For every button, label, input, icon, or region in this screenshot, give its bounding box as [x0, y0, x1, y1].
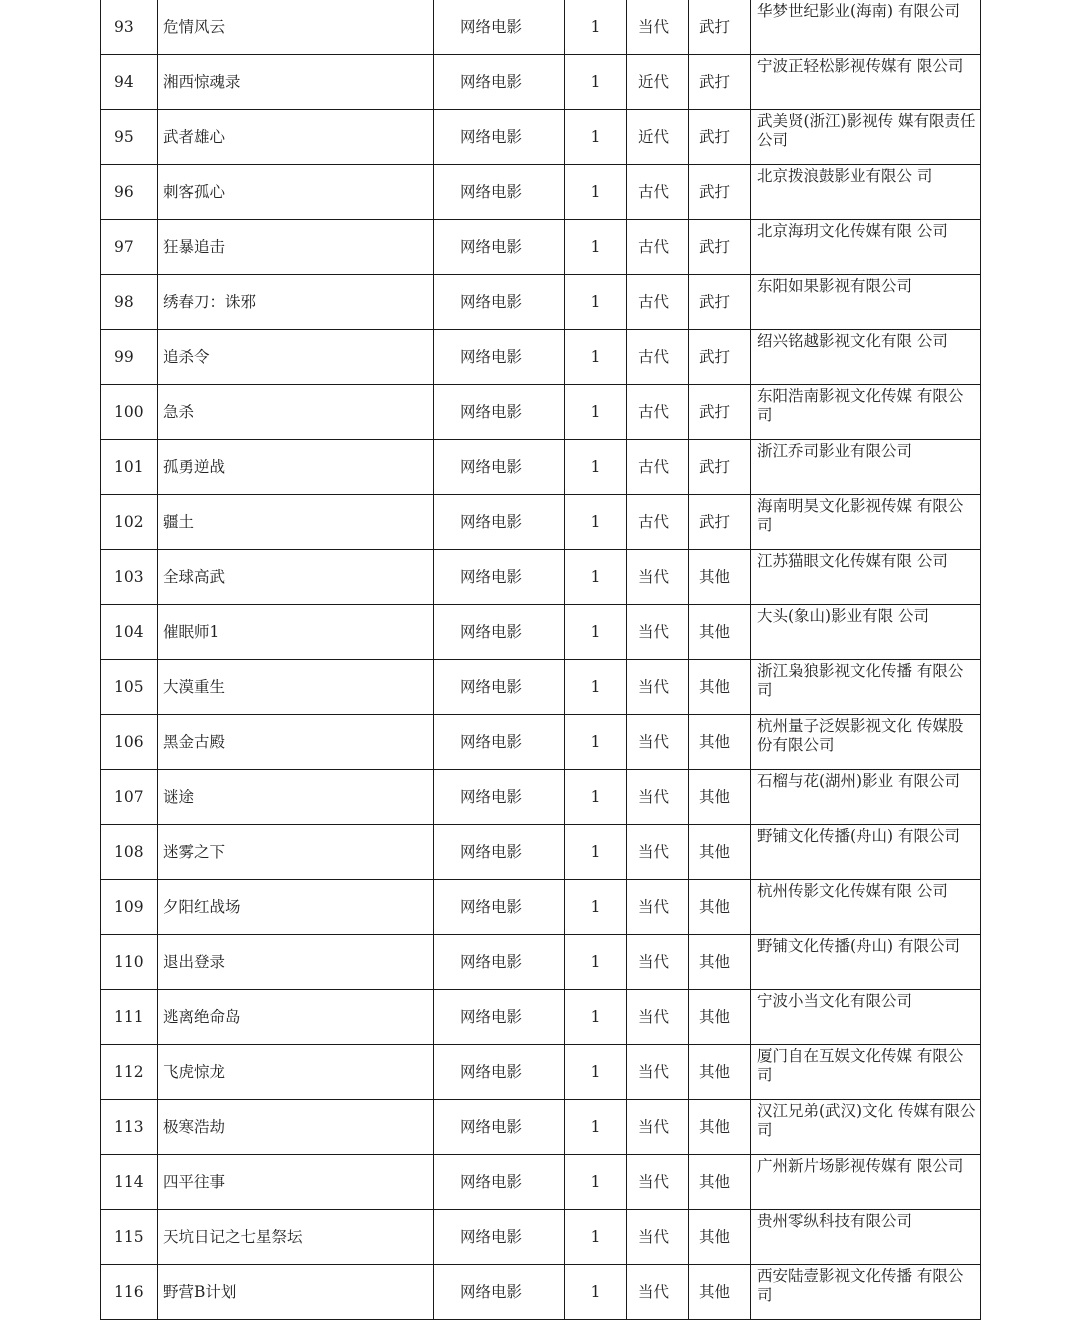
cell-type: 网络电影 — [434, 1265, 565, 1320]
cell-type: 网络电影 — [434, 715, 565, 770]
cell-company: 武美贤(浙江)影视传 媒有限责任公司 — [751, 110, 981, 165]
cell-company: 浙江枭狼影视文化传播 有限公司 — [751, 660, 981, 715]
cell-count: 1 — [565, 330, 627, 385]
table-row — [101, 990, 981, 1045]
cell-era: 古代 — [627, 385, 689, 440]
cell-number: 111 — [101, 990, 158, 1045]
cell-era: 当代 — [627, 0, 689, 55]
cell-company: 浙江乔司影业有限公司 — [751, 440, 981, 495]
cell-era: 古代 — [627, 220, 689, 275]
cell-number: 98 — [101, 275, 158, 330]
cell-genre: 其他 — [689, 770, 751, 825]
cell-title: 刺客孤心 — [158, 165, 434, 220]
cell-company: 北京海玥文化传媒有限 公司 — [751, 220, 981, 275]
cell-era: 当代 — [627, 660, 689, 715]
cell-title: 催眠师1 — [158, 605, 434, 660]
cell-era: 当代 — [627, 880, 689, 935]
cell-company: 杭州量子泛娱影视文化 传媒股份有限公司 — [751, 715, 981, 770]
cell-number: 93 — [101, 0, 158, 55]
cell-count: 1 — [565, 605, 627, 660]
cell-type: 网络电影 — [434, 1100, 565, 1155]
cell-type: 网络电影 — [434, 1210, 565, 1265]
cell-era: 当代 — [627, 605, 689, 660]
cell-number: 115 — [101, 1210, 158, 1265]
cell-type: 网络电影 — [434, 880, 565, 935]
cell-type: 网络电影 — [434, 1155, 565, 1210]
cell-count: 1 — [565, 990, 627, 1045]
cell-company: 东阳如果影视有限公司 — [751, 275, 981, 330]
cell-count: 1 — [565, 55, 627, 110]
cell-title: 野营B计划 — [158, 1265, 434, 1320]
cell-company: 大头(象山)影业有限 公司 — [751, 605, 981, 660]
cell-count: 1 — [565, 495, 627, 550]
cell-type: 网络电影 — [434, 55, 565, 110]
cell-company: 宁波小当文化有限公司 — [751, 990, 981, 1045]
cell-type: 网络电影 — [434, 825, 565, 880]
cell-genre: 武打 — [689, 110, 751, 165]
cell-era: 近代 — [627, 55, 689, 110]
cell-count: 1 — [565, 0, 627, 55]
cell-count: 1 — [565, 1100, 627, 1155]
cell-number: 116 — [101, 1265, 158, 1320]
cell-company: 西安陆壹影视文化传播 有限公司 — [751, 1265, 981, 1320]
table-row — [101, 110, 981, 165]
cell-company: 海南明昊文化影视传媒 有限公司 — [751, 495, 981, 550]
table-row — [101, 1045, 981, 1100]
cell-era: 当代 — [627, 935, 689, 990]
cell-title: 追杀令 — [158, 330, 434, 385]
cell-genre: 其他 — [689, 1265, 751, 1320]
cell-number: 97 — [101, 220, 158, 275]
cell-number: 105 — [101, 660, 158, 715]
cell-title: 狂暴追击 — [158, 220, 434, 275]
cell-count: 1 — [565, 1045, 627, 1100]
table-row — [101, 550, 981, 605]
cell-company: 广州新片场影视传媒有 限公司 — [751, 1155, 981, 1210]
cell-genre: 武打 — [689, 55, 751, 110]
cell-title: 全球高武 — [158, 550, 434, 605]
cell-era: 当代 — [627, 1210, 689, 1265]
table-row — [101, 935, 981, 990]
cell-type: 网络电影 — [434, 220, 565, 275]
cell-type: 网络电影 — [434, 165, 565, 220]
cell-company: 江苏猫眼文化传媒有限 公司 — [751, 550, 981, 605]
cell-type: 网络电影 — [434, 660, 565, 715]
cell-genre: 其他 — [689, 990, 751, 1045]
table-row — [101, 605, 981, 660]
cell-number: 109 — [101, 880, 158, 935]
cell-era: 当代 — [627, 1100, 689, 1155]
cell-era: 古代 — [627, 495, 689, 550]
cell-title: 黑金古殿 — [158, 715, 434, 770]
table-row — [101, 880, 981, 935]
table-row — [101, 1210, 981, 1265]
cell-type: 网络电影 — [434, 990, 565, 1045]
cell-title: 飞虎惊龙 — [158, 1045, 434, 1100]
cell-company: 绍兴铭越影视文化有限 公司 — [751, 330, 981, 385]
cell-type: 网络电影 — [434, 440, 565, 495]
cell-title: 谜途 — [158, 770, 434, 825]
cell-number: 106 — [101, 715, 158, 770]
cell-number: 95 — [101, 110, 158, 165]
cell-genre: 其他 — [689, 935, 751, 990]
cell-genre: 武打 — [689, 220, 751, 275]
cell-era: 当代 — [627, 550, 689, 605]
table-row — [101, 1265, 981, 1320]
table-row — [101, 330, 981, 385]
cell-title: 逃离绝命岛 — [158, 990, 434, 1045]
cell-genre: 其他 — [689, 605, 751, 660]
cell-genre: 武打 — [689, 440, 751, 495]
table-row — [101, 385, 981, 440]
cell-title: 急杀 — [158, 385, 434, 440]
cell-number: 99 — [101, 330, 158, 385]
cell-count: 1 — [565, 440, 627, 495]
cell-genre: 其他 — [689, 715, 751, 770]
cell-number: 102 — [101, 495, 158, 550]
table-body — [101, 0, 981, 1320]
cell-count: 1 — [565, 220, 627, 275]
cell-genre: 其他 — [689, 1045, 751, 1100]
cell-count: 1 — [565, 770, 627, 825]
cell-count: 1 — [565, 110, 627, 165]
cell-count: 1 — [565, 550, 627, 605]
cell-era: 古代 — [627, 440, 689, 495]
cell-company: 华梦世纪影业(海南) 有限公司 — [751, 0, 981, 55]
cell-title: 孤勇逆战 — [158, 440, 434, 495]
cell-title: 绣春刀：诛邪 — [158, 275, 434, 330]
cell-era: 近代 — [627, 110, 689, 165]
cell-genre: 武打 — [689, 0, 751, 55]
cell-number: 113 — [101, 1100, 158, 1155]
cell-company: 宁波正轻松影视传媒有 限公司 — [751, 55, 981, 110]
cell-type: 网络电影 — [434, 495, 565, 550]
cell-type: 网络电影 — [434, 605, 565, 660]
cell-genre: 其他 — [689, 550, 751, 605]
cell-era: 当代 — [627, 770, 689, 825]
cell-title: 迷雾之下 — [158, 825, 434, 880]
cell-count: 1 — [565, 660, 627, 715]
cell-era: 当代 — [627, 1155, 689, 1210]
table-row — [101, 1155, 981, 1210]
cell-number: 101 — [101, 440, 158, 495]
cell-title: 夕阳红战场 — [158, 880, 434, 935]
table-row — [101, 1100, 981, 1155]
cell-title: 疆土 — [158, 495, 434, 550]
cell-era: 当代 — [627, 1265, 689, 1320]
cell-title: 退出登录 — [158, 935, 434, 990]
cell-number: 114 — [101, 1155, 158, 1210]
cell-title: 天坑日记之七星祭坛 — [158, 1210, 434, 1265]
cell-number: 103 — [101, 550, 158, 605]
cell-type: 网络电影 — [434, 385, 565, 440]
cell-count: 1 — [565, 880, 627, 935]
table-row — [101, 0, 981, 55]
cell-genre: 武打 — [689, 165, 751, 220]
cell-number: 107 — [101, 770, 158, 825]
cell-genre: 其他 — [689, 825, 751, 880]
cell-count: 1 — [565, 825, 627, 880]
cell-number: 100 — [101, 385, 158, 440]
cell-era: 当代 — [627, 990, 689, 1045]
cell-type: 网络电影 — [434, 275, 565, 330]
cell-company: 东阳浩南影视文化传媒 有限公司 — [751, 385, 981, 440]
cell-company: 杭州传影文化传媒有限 公司 — [751, 880, 981, 935]
cell-type: 网络电影 — [434, 1045, 565, 1100]
cell-count: 1 — [565, 1155, 627, 1210]
cell-era: 古代 — [627, 165, 689, 220]
table-row — [101, 495, 981, 550]
cell-number: 104 — [101, 605, 158, 660]
cell-type: 网络电影 — [434, 550, 565, 605]
cell-title: 武者雄心 — [158, 110, 434, 165]
cell-genre: 武打 — [689, 275, 751, 330]
cell-count: 1 — [565, 715, 627, 770]
cell-type: 网络电影 — [434, 935, 565, 990]
cell-company: 贵州零纵科技有限公司 — [751, 1210, 981, 1265]
cell-type: 网络电影 — [434, 770, 565, 825]
cell-era: 当代 — [627, 825, 689, 880]
cell-type: 网络电影 — [434, 0, 565, 55]
cell-type: 网络电影 — [434, 110, 565, 165]
cell-count: 1 — [565, 1265, 627, 1320]
cell-count: 1 — [565, 935, 627, 990]
cell-company: 野铺文化传播(舟山) 有限公司 — [751, 935, 981, 990]
cell-count: 1 — [565, 1210, 627, 1265]
cell-genre: 武打 — [689, 385, 751, 440]
table-row — [101, 660, 981, 715]
cell-title: 湘西惊魂录 — [158, 55, 434, 110]
cell-number: 108 — [101, 825, 158, 880]
cell-genre: 其他 — [689, 1210, 751, 1265]
cell-genre: 其他 — [689, 880, 751, 935]
cell-title: 大漠重生 — [158, 660, 434, 715]
cell-company: 野铺文化传播(舟山) 有限公司 — [751, 825, 981, 880]
cell-title: 危情风云 — [158, 0, 434, 55]
cell-count: 1 — [565, 385, 627, 440]
cell-number: 110 — [101, 935, 158, 990]
table-row — [101, 165, 981, 220]
cell-genre: 其他 — [689, 1155, 751, 1210]
cell-genre: 其他 — [689, 660, 751, 715]
film-list-table — [100, 0, 981, 1320]
cell-era: 当代 — [627, 715, 689, 770]
table-row — [101, 275, 981, 330]
cell-number: 94 — [101, 55, 158, 110]
cell-count: 1 — [565, 275, 627, 330]
cell-genre: 武打 — [689, 495, 751, 550]
cell-type: 网络电影 — [434, 330, 565, 385]
table-row — [101, 770, 981, 825]
cell-company: 北京拨浪鼓影业有限公 司 — [751, 165, 981, 220]
table-row — [101, 55, 981, 110]
cell-era: 古代 — [627, 330, 689, 385]
cell-company: 汉江兄弟(武汉)文化 传媒有限公司 — [751, 1100, 981, 1155]
table-row — [101, 220, 981, 275]
cell-era: 古代 — [627, 275, 689, 330]
table-row — [101, 440, 981, 495]
cell-era: 当代 — [627, 1045, 689, 1100]
table-row — [101, 715, 981, 770]
cell-count: 1 — [565, 165, 627, 220]
cell-number: 96 — [101, 165, 158, 220]
cell-number: 112 — [101, 1045, 158, 1100]
cell-company: 石榴与花(湖州)影业 有限公司 — [751, 770, 981, 825]
table-row — [101, 825, 981, 880]
cell-genre: 武打 — [689, 330, 751, 385]
cell-genre: 其他 — [689, 1100, 751, 1155]
cell-title: 四平往事 — [158, 1155, 434, 1210]
cell-company: 厦门自在互娱文化传媒 有限公司 — [751, 1045, 981, 1100]
cell-title: 极寒浩劫 — [158, 1100, 434, 1155]
